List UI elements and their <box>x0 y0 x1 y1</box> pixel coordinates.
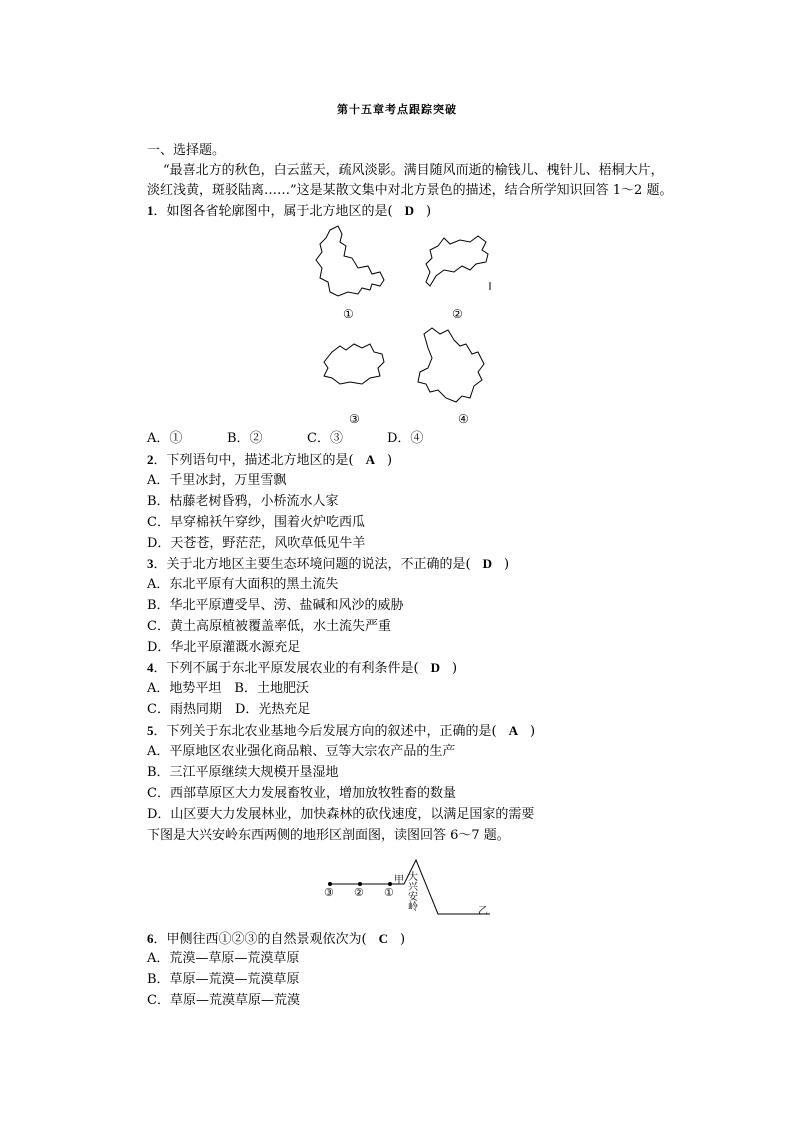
option-a: A．① <box>147 431 183 446</box>
answer: A <box>508 723 518 738</box>
option: C．草原—荒漠草原—荒漠 <box>147 993 300 1008</box>
option: D．华北平原灌溉水源充足 <box>147 640 301 655</box>
option: C．早穿棉袄午穿纱，围着火炉吃西瓜 <box>147 515 365 530</box>
profile-label-mountain: 大 兴 安 岭 <box>408 872 418 913</box>
option: A．荒漠—草原—荒漠草原 <box>147 951 300 966</box>
option: B．枯藤老树昏鸦，小桥流水人家 <box>147 494 339 509</box>
profile-point-2: ② <box>354 886 364 899</box>
map-yunnan <box>316 226 384 296</box>
profile-label-jia: 甲 <box>394 875 404 886</box>
option: A．平原地区农业强化商品粮、豆等大宗农产品的生产 <box>147 744 456 759</box>
figure-intro: 下图是大兴安岭东西两侧的地形区剖面图，读图回答 6～7 题。 <box>147 828 510 843</box>
option: B．草原—荒漠—荒漠草原 <box>147 972 300 987</box>
profile-label-yi: 乙 <box>478 906 488 917</box>
option: D．山区要大力发展林业，加快森林的砍伐速度，以满足国家的需要 <box>147 807 535 822</box>
option: A．地势平坦 B．土地肥沃 <box>147 681 309 696</box>
option: A．千里冰封，万里雪飘 <box>147 473 287 488</box>
answer: D <box>404 203 414 218</box>
option: C．雨热同期 D．光热充足 <box>147 702 311 717</box>
page-title: 第十五章考点跟踪突破 <box>337 103 457 116</box>
answer: D <box>482 556 492 571</box>
option: B．华北平原遭受旱、涝、盐碱和风沙的威胁 <box>147 598 404 613</box>
question-3: 3．关于北方地区主要生态环境问题的说法，不正确的是( D ) <box>147 556 510 572</box>
question-1-options <box>147 431 423 447</box>
option-d: D．④ <box>387 431 424 446</box>
profile-point-1: ① <box>384 886 394 899</box>
map-heilongjiang <box>418 328 484 402</box>
answer: D <box>430 660 440 675</box>
option: C．西部草原区大力发展畜牧业，增加放牧牲畜的数量 <box>147 786 456 801</box>
question-5: 5．下列关于东北农业基地今后发展方向的叙述中，正确的是( A ) <box>147 723 536 739</box>
question-4: 4．下列不属于东北平原发展农业的有利条件是( D ) <box>147 660 458 676</box>
answer: C <box>378 931 388 946</box>
province-outline-maps <box>310 222 530 432</box>
map-guangdong <box>426 236 488 286</box>
intro-line-1: “最喜北方的秋色，白云蓝天，疏风淡影。满目随风而逝的榆钱儿、槐针儿、梧桐大片， <box>163 163 664 178</box>
option-b: B．② <box>227 431 263 446</box>
map-label-3: ③ <box>349 412 360 426</box>
section-heading: 一、选择题。 <box>147 143 226 158</box>
option: A．东北平原有大面积的黑土流失 <box>147 577 339 592</box>
map-label-2: ② <box>452 307 463 321</box>
map-label-4: ④ <box>458 412 469 426</box>
question-1: 1．如图各省轮廓图中，属于北方地区的是( D ) <box>147 203 432 219</box>
intro-line-2: 淡红浅黄，斑驳陆离……”这是某散文集中对北方景色的描述，结合所学知识回答 1～2 题。 <box>147 183 673 198</box>
answer: A <box>365 452 375 467</box>
question-stem: ．如图各省轮廓图中，属于北方地区的是( <box>153 204 393 219</box>
question-number: 1 <box>147 203 154 218</box>
option: D．天苍苍，野茫茫，风吹草低见牛羊 <box>147 536 366 551</box>
map-hubei <box>324 344 384 384</box>
question-2: 2．下列语句中，描述北方地区的是( A ) <box>147 452 393 468</box>
option-c: C．③ <box>307 431 343 446</box>
question-6: 6．甲侧往西①②③的自然景观依次为( C ) <box>147 931 406 947</box>
option: C．黄土高原植被覆盖率低，水土流失严重 <box>147 619 391 634</box>
option: B．三江平原继续大规模开垦湿地 <box>147 765 339 780</box>
map-label-1: ① <box>343 307 354 321</box>
profile-point-3: ③ <box>324 886 334 899</box>
